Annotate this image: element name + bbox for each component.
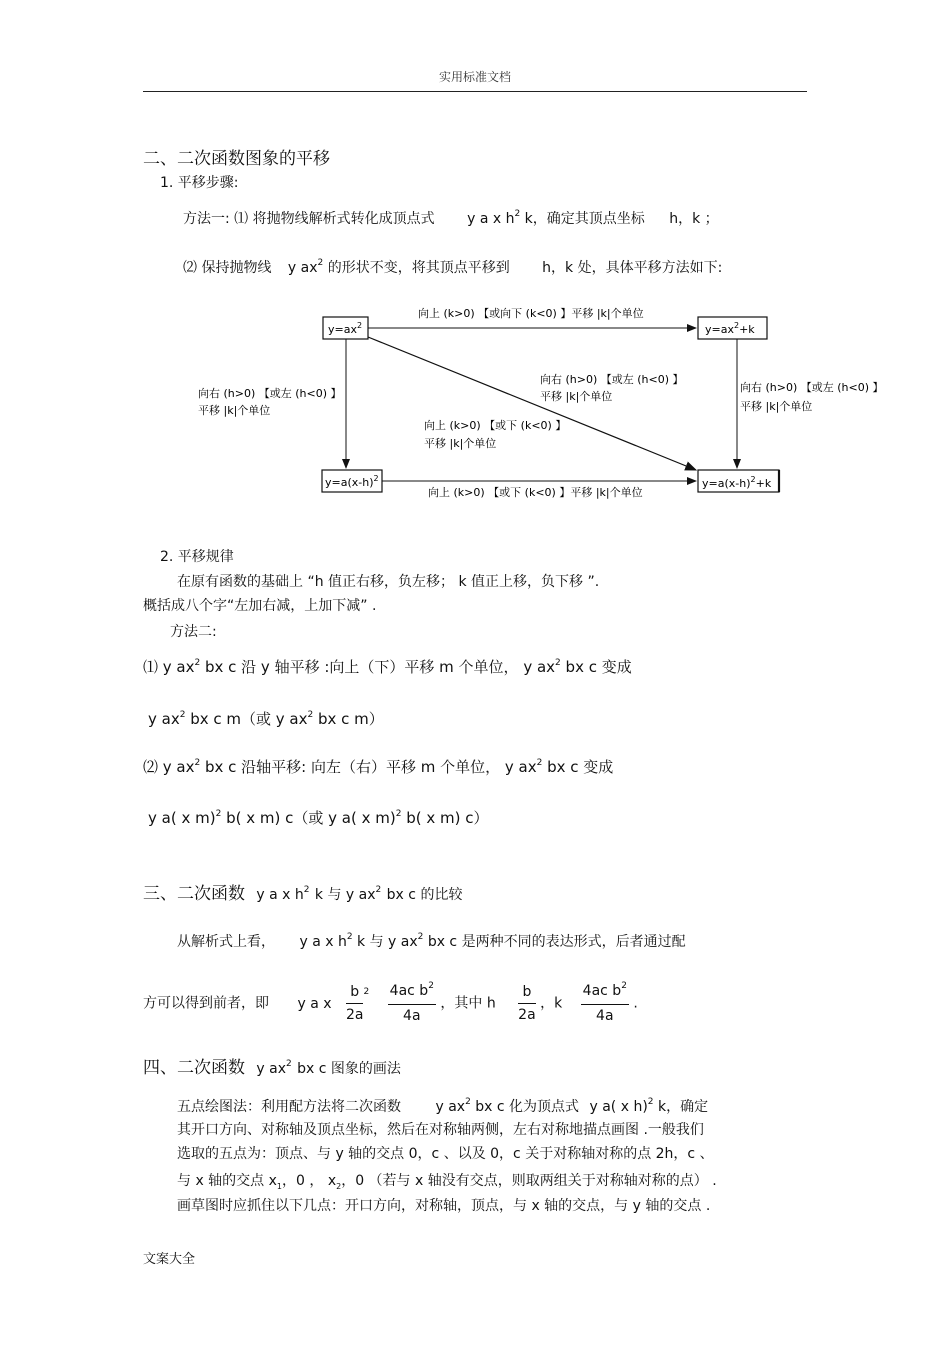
rule-line-1: 在原有函数的基础上 “h 值正右移，负左移； k 值正上移，负下移 ”. [177,574,600,590]
label-diag-1: 向右 (h>0) 【或左 (h<0) 】 [540,373,684,386]
method-2-step-2: ⑵ y $ax^2$ bx c 沿轴平移: 向左（右）平移 m 个单位， y $ax^2$ bx c 变成 [143,758,614,776]
page-footer: 文案大全 [143,1252,196,1267]
method-2-step-1: ⑴ y $ax^2$ bx c 沿 y 轴平移 :向上（下）平移 m 个单位， y $ax^2$ bx c 变成 [143,658,632,676]
method-2-step-2-result: y a( x m)$^2$ b( x m) c（或 y a( x m)$^2$ b( x m) c） [148,809,489,827]
section-3-paragraph-2: 方可以得到前者，即 y a x $\frac{b}{2a}$ $^2$ $\frac{4ac b^2}{4a}$ ，其中 h $\frac{b}{2a}$ ，k $\frac{4ac b^2}{4a}$ . [143,981,638,1024]
section-4-line-3: 选取的五点为：顶点、与 y 轴的交点 0，c 、以及 0，c 关于对称轴对称的点 2h，c 、 [177,1146,714,1162]
label-left-2: 平移 |k|个单位 [198,404,271,417]
section-4-line-2: 其开口方向、对称轴及顶点坐标，然后在对称轴两侧，左右对称地描点画图 .一般我们 [177,1122,704,1138]
section-4-line-4: 与 x 轴的交点 $x_1$，0 ， $x_2$，0 （若与 x 轴没有交点，则取两组关于对称轴对称的点） . [177,1173,717,1191]
label-top: 向上 (k>0) 【或向下 (k<0) 】平移 |k|个单位 [418,307,644,320]
section-4-line-5: 画草图时应抓住以下几点：开口方向，对称轴，顶点，与 x 轴的交点，与 y 轴的交点 . [177,1198,711,1214]
label-left-1: 向右 (h>0) 【或左 (h<0) 】 [198,387,342,400]
section-4-line-1: 五点绘图法：利用配方法将二次函数 y $ax^2$ bx c 化为顶点式 y a( x h)$^2$ k，确定 [177,1097,709,1115]
box-top-right-text: $y=ax^2+k$ [705,321,755,336]
section-3-paragraph-1: 从解析式上看， y a x $h^2$ k 与 y $ax^2$ bx c 是两种不同的表达形式，后者通过配 [177,932,686,950]
rule-line-2: 概括成八个字“左加右减，上加下减” . [143,598,377,614]
section-3-heading: 三、二次函数 y a x $h^2$ k 与 y $ax^2$ bx c 的比较 [143,884,463,904]
arrow-diagonal [368,337,696,470]
box-top-left-text: $y=ax^2$ [328,321,363,336]
label-diag-3: 向上 (k>0) 【或下 (k<0) 】 [424,419,567,432]
item-2-title: 2. 平移规律 [160,549,234,565]
item-1-title: 1. 平移步骤: [160,175,239,191]
label-bottom: 向上 (k>0) 【或下 (k<0) 】平移 |k|个单位 [428,486,643,499]
method-2-title: 方法二: [170,624,217,640]
method-1-line: 方法一: ⑴ 将抛物线解析式转化成顶点式 y a x $h^2$ k，确定其顶点坐标 h，k ； [183,209,719,227]
method-2-step-1-result: y $ax^2$ bx c m（或 y $ax^2$ bx c m） [148,710,384,728]
section-4-heading: 四、二次函数 y $ax^2$ bx c 图象的画法 [143,1058,401,1078]
section-2-heading: 二、二次函数图象的平移 [143,149,330,169]
header-rule [143,91,807,92]
page-header: 实用标准文档 [438,70,511,84]
label-diag-2: 平移 |k|个单位 [540,390,613,403]
label-right-1: 向右 (h>0) 【或左 (h<0) 】 [740,381,884,394]
step-2-line: ⑵ 保持抛物线 y $ax^2$ 的形状不变，将其顶点平移到 h，k 处，具体平移方法如下: [183,258,723,276]
label-right-2: 平移 |k|个单位 [740,400,813,413]
box-bottom-right-text: $y=a(x-h)^2+k$ [702,475,772,490]
box-bottom-left-text: $y=a(x-h)^2$ [325,474,379,489]
label-diag-4: 平移 |k|个单位 [424,437,497,450]
translation-diagram [190,295,900,505]
